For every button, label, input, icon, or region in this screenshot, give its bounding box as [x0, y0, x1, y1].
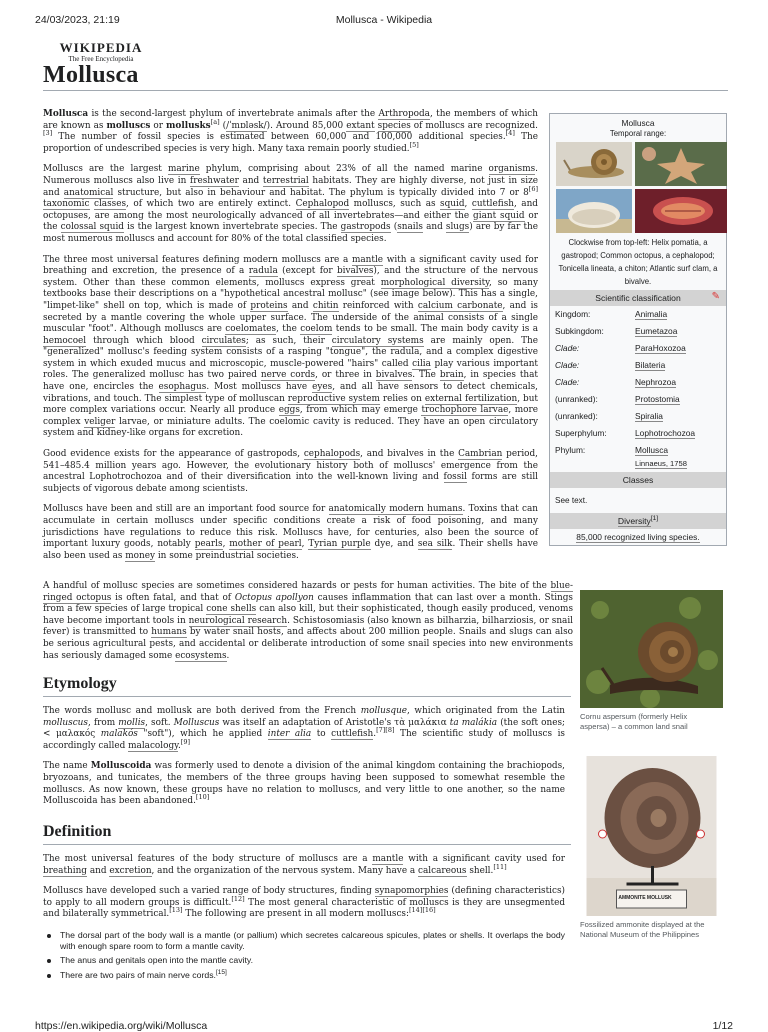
- rank-label: Phylum:: [555, 445, 586, 455]
- link-mantle-2[interactable]: mantle: [372, 854, 404, 864]
- link-bivalves-2[interactable]: bivalves: [375, 370, 413, 381]
- figure-ammonite: [580, 756, 710, 940]
- link-eggs[interactable]: eggs: [278, 405, 300, 416]
- clam-photo: [556, 189, 632, 233]
- print-url: https://en.wikipedia.org/wiki/Mollusca: [35, 1020, 208, 1032]
- link-arthropoda[interactable]: Arthropoda: [378, 109, 430, 119]
- link-excretion[interactable]: excretion: [109, 865, 152, 876]
- figure-snail: [580, 590, 710, 732]
- link-classes[interactable]: classes: [94, 199, 127, 210]
- taxobox-image-grid[interactable]: [556, 142, 722, 233]
- taxobox-caption: Clockwise from top-left: Helix pomatia, a gastropod; Common octopus, a cephalopod; Tonicella lineata, a chiton; Atlantic surf clam, a bivalve.: [558, 238, 718, 286]
- link-nerve-cords[interactable]: nerve cords: [260, 370, 316, 381]
- diversity-value-link[interactable]: 85,000 recognized living species.: [576, 532, 700, 542]
- link-squid[interactable]: squid: [440, 199, 465, 210]
- rank-label: (unranked):: [555, 394, 598, 404]
- rank-label: Clade:: [555, 343, 580, 353]
- list-item: [43, 955, 565, 966]
- link-radula[interactable]: radula: [248, 266, 278, 277]
- link-circulates[interactable]: circulates: [201, 335, 246, 346]
- lead-paragraph-1: Mollusca is the second-largest phylum of invertebrate animals after the Arthropoda, the members of which are known as molluscs or mollusks[a] (/ˈmɒləsk/). Around 85,000 extant species of molluscs are recognized.[3] The number of fossil species is estimated between 60,000 and 100,000 additional species.[4] The proportion of undescribed species is very high. Many taxa remain poorly studied.[5]: [43, 109, 538, 154]
- link-cilia[interactable]: cilia: [412, 358, 431, 369]
- list-item: [43, 970, 565, 981]
- taxobox-title: Mollusca: [621, 118, 655, 128]
- definition-divider: [43, 844, 571, 845]
- link-coelomates[interactable]: coelomates: [225, 324, 277, 335]
- diversity-link[interactable]: Diversity: [617, 516, 651, 526]
- link-trochophore[interactable]: trochophore larvae: [421, 405, 509, 416]
- classification-row: [550, 408, 726, 425]
- taxon-link[interactable]: Bilateria: [635, 360, 666, 370]
- link-tyrian-purple[interactable]: Tyrian purple: [308, 539, 371, 550]
- lead-paragraph-5: Molluscs have been and still are an important food source for anatomically modern humans. Toxins that can accumulate in certain molluscs under specific conditions create a risk of food poisoning, and many jurisdictions have regulations to reduce this risk. Molluscs have, for centuries, also been the source of important luxury goods, notably pearls, mother of pearl, Tyrian purple dye, and sea silk. Their shells have also been used as money in some preindustrial societies.: [43, 504, 538, 561]
- logo-tagline: The Free Encyclopedia: [68, 55, 134, 63]
- definition-paragraph-1: The most universal features of the body structure of molluscs are a mantle with a significant cavity used for breathing and excretion, and the organization of the nervous system. Many have a calcareous shell.[11]: [43, 854, 566, 876]
- link-pearls[interactable]: pearls: [194, 539, 223, 550]
- classification-row: [550, 442, 726, 472]
- taxon-cell: [630, 442, 726, 472]
- taxon-link[interactable]: Lophotrochozoa: [635, 428, 696, 438]
- starfish-photo: [635, 142, 727, 186]
- link-slugs[interactable]: slugs: [445, 222, 470, 233]
- link-calcium-carbonate[interactable]: calcium carbonate: [417, 300, 503, 311]
- classification-row: [550, 340, 726, 357]
- section-heading-definition: Definition: [43, 823, 112, 840]
- link-cephalopod[interactable]: Cephalopod: [295, 199, 350, 210]
- taxon-link[interactable]: Mollusca: [635, 445, 669, 455]
- link-organisms[interactable]: organisms: [488, 164, 536, 175]
- pronunciation-link[interactable]: /ˈmɒləsk/: [226, 120, 267, 131]
- characteristics-list: [43, 930, 565, 981]
- classification-row: [550, 323, 726, 340]
- link-gastropods[interactable]: gastropods: [340, 222, 391, 233]
- title-divider: [43, 90, 728, 91]
- figure-snail-caption: Cornu aspersum (formerly Helix aspersa) – a common land snail: [580, 712, 688, 731]
- link-anatomical[interactable]: anatomical: [63, 187, 114, 198]
- link-chitin[interactable]: chitin: [312, 300, 339, 311]
- article-lead: [43, 109, 538, 571]
- classification-table: [550, 306, 726, 472]
- citation-ref[interactable]: [1]: [650, 515, 659, 523]
- etymology-paragraph-2: The name Molluscoida was formerly used to denote a division of the animal kingdom containing the brachiopods, bryozoans, and tunicates, the members of the three groups having been supposed to somewhat resemble the molluscs. As now known, these groups have no relation to molluscs, and very little to one another, so the name Molluscoida has been abandoned.[10]: [43, 761, 565, 807]
- link-external-fertilization[interactable]: external fertilization: [424, 393, 518, 404]
- taxon-link[interactable]: Eumetazoa: [635, 326, 678, 336]
- link-taxonomic[interactable]: taxonomic: [43, 199, 90, 210]
- definition-section: [43, 854, 565, 984]
- chiton-photo: [635, 189, 727, 233]
- classification-row: [550, 391, 726, 408]
- link-cephalopods[interactable]: cephalopods: [303, 449, 361, 460]
- print-page-number: 1/12: [712, 1020, 733, 1032]
- taxon-link[interactable]: Spiralia: [635, 411, 663, 421]
- link-modern-humans[interactable]: anatomically modern humans: [328, 504, 463, 515]
- taxon-cell: [630, 374, 726, 391]
- link-colossal-squid[interactable]: colossal squid: [60, 222, 124, 233]
- link-proteins[interactable]: proteins: [250, 300, 288, 311]
- land-snail-image[interactable]: [580, 590, 723, 708]
- lead-paragraph-2: Molluscs are the largest marine phylum, comprising about 23% of all the named marine organisms. Numerous molluscs also live in freshwater and terrestrial habitats. They are highly diverse, not just in size and anatomical structure, but also in behaviour and habitat. The phylum is typically divided into 7 or 8[6] taxonomic classes, of which two are entirely extinct. Cephalopod molluscs, such as squid, cuttlefish, and octopuses, are among the most neurologically advanced of all invertebrates—and either the giant squid or the colossal squid is the largest known invertebrate species. The gastropods (snails and slugs) are by far the most numerous molluscs and account for 80% of the total classified species.: [43, 164, 538, 244]
- link-synapomorphies[interactable]: synapomorphies: [374, 886, 449, 897]
- link-blue-ringed-octopus[interactable]: blue-ringed octopus: [43, 581, 573, 603]
- link-fossil[interactable]: fossil: [443, 472, 467, 483]
- link-malacology[interactable]: malacology: [128, 740, 178, 751]
- link-eyes[interactable]: eyes: [312, 382, 333, 393]
- link-freshwater[interactable]: freshwater: [189, 175, 239, 186]
- classification-row: [550, 357, 726, 374]
- classes-header: Classes: [550, 472, 726, 488]
- lead-paragraph-6-block: [43, 581, 573, 671]
- lead-paragraph-3: The three most universal features defining modern molluscs are a mantle with a significant cavity used for breathing and excretion, the presence of a radula (except for bivalves), and the structure of the nervous system. Other than these common elements, molluscs express great morphological diversity, so many textbooks base their descriptions on a "hypothetical ancestral mollusc" (see image below). This has a single, "limpet-like" shell on top, which is made of proteins and chitin reinforced with calcium carbonate, and is secreted by a mantle covering the whole upper surface. The underside of the animal consists of a single muscular "foot". Although molluscs are coelomates, the coelom tends to be small. The main body cavity is a hemocoel through which blood circulates; as such, their circulatory systems are mainly open. The "generalized" mollusc's feeding system consists of a rasping "tongue", the radula, and a complex digestive system in which exuded mucus and microscopic, muscle-powered "hairs" called cilia play various important roles. The generalized mollusc has two paired nerve cords, or three in bivalves. The brain, in species that have one, encircles the esophagus. Most molluscs have eyes, and all have sensors to detect chemicals, vibrations, and touch. The simplest type of molluscan reproductive system relies on external fertilization, but more complex variations occur. Nearly all produce eggs, from which may emerge trochophore larvae, more complex veliger larvae, or miniature adults. The coelomic cavity is reduced. They have an open circulatory system and kidney-like organs for excretion.: [43, 254, 539, 439]
- link-money[interactable]: money: [125, 550, 156, 561]
- etymology-divider: [43, 696, 571, 697]
- temporal-range: Temporal range:: [609, 129, 667, 138]
- list-item-text: The anus and genitals open into the mantle cavity.: [60, 955, 254, 966]
- logo-wordmark: WIKIPEDIA: [59, 40, 143, 55]
- link-ecosystems[interactable]: ecosystems: [175, 650, 227, 661]
- link-giant-squid[interactable]: giant squid: [473, 210, 525, 221]
- link-sea-silk[interactable]: sea silk: [417, 539, 453, 550]
- pencil-icon[interactable]: ✎: [711, 291, 720, 302]
- link-esophagus[interactable]: esophagus: [158, 382, 207, 393]
- link-reproductive-system[interactable]: reproductive system: [287, 393, 380, 404]
- diversity-value: [550, 529, 726, 545]
- snail-photo: [556, 142, 632, 186]
- taxon-link[interactable]: Nephrozoa: [635, 377, 676, 387]
- page-title: Mollusca: [43, 62, 139, 88]
- rank-label: (unranked):: [555, 411, 598, 421]
- lead-paragraph-6: A handful of mollusc species are sometimes considered hazards or pests for human activities. The bite of the blue-ringed octopus is often fatal, and that of Octopus apollyon causes inflammation that can last over a month. Stings from a few species of large tropical cone shells can also kill, but their sophisticated, though easily produced, venoms have become important tools in neurological research. Schistosomiasis (also known as bilharzia, bilharziosis, or snail fever) is transmitted to humans by water snail hosts, and affects about 200 million people. Snails and slugs can also be serious agricultural pests, and accidental or deliberate introduction of some snail species into new environments has seriously damaged some ecosystems.: [43, 581, 573, 661]
- link-coelom[interactable]: coelom: [300, 324, 333, 335]
- link-cambrian[interactable]: Cambrian: [458, 449, 503, 460]
- lead-paragraph-4: Good evidence exists for the appearance of gastropods, cephalopods, and bivalves in the Cambrian period, 541–485.4 million years ago. However, the evolutionary history both of molluscs' emergence from the ancestral Lophotrochozoa and of their diversification into the well-known living and fossil forms are still subjects of vigorous debate among scientists.: [43, 449, 539, 494]
- rank-label: Clade:: [555, 377, 580, 387]
- list-item-text: There are two pairs of main nerve cords.: [60, 969, 216, 980]
- sci-classification-label[interactable]: Scientific classification: [595, 293, 681, 303]
- link-breathing[interactable]: breathing: [43, 865, 87, 876]
- link-species[interactable]: species: [377, 120, 411, 131]
- classification-row: [550, 374, 726, 391]
- taxon-cell: [630, 408, 726, 425]
- taxon-cell: [630, 340, 726, 357]
- wikipedia-logo[interactable]: [56, 40, 146, 63]
- rank-label: Subkingdom:: [555, 326, 604, 336]
- section-heading-etymology: Etymology: [43, 675, 117, 692]
- link-cuttlefish[interactable]: cuttlefish: [471, 199, 514, 210]
- link-morphological-diversity[interactable]: morphological diversity: [380, 277, 490, 288]
- definition-paragraph-2: Molluscs have developed such a varied range of body structures, finding synapomorphies (defining characteristics) to apply to all modern groups is difficult.[12] The most general characteristic of molluscs is they are unsegmented and bilaterally symmetrical.[13] The following are present in all modern molluscs:[14][16]: [43, 886, 566, 920]
- link-brain[interactable]: brain: [439, 370, 464, 381]
- taxon-authority[interactable]: Linnaeus, 1758: [635, 459, 687, 468]
- link-veliger[interactable]: veliger: [84, 416, 116, 427]
- taxon-cell: [630, 323, 726, 340]
- link-bivalves[interactable]: bivalves: [336, 266, 374, 277]
- taxon-link[interactable]: Protostomia: [635, 394, 680, 404]
- taxon-cell: [630, 357, 726, 374]
- rank-label: Kingdom:: [555, 309, 591, 319]
- link-mollis[interactable]: mollis: [118, 717, 146, 728]
- taxobox: [549, 113, 727, 546]
- taxon-link[interactable]: Animalia: [635, 309, 668, 319]
- link-inter-alia[interactable]: inter alia: [267, 729, 312, 740]
- diversity-header: [550, 513, 726, 529]
- link-humans[interactable]: humans: [151, 627, 187, 638]
- etymology-paragraph-1: The words mollusc and mollusk are both derived from the French mollusque, which originated from the Latin molluscus, from mollis, soft. Molluscus was itself an adaptation of Aristotle's τὰ μαλάκια ta malákia (the soft ones; < μαλακός malakós "soft"), which he applied inter alia to cuttlefish.[7][8] The scientific study of molluscs is accordingly called malacology.[9]: [43, 706, 566, 751]
- taxon-cell: [630, 391, 726, 408]
- link-calcareous[interactable]: calcareous: [418, 865, 467, 876]
- figure-ammonite-caption: Fossilized ammonite displayed at the National Museum of the Philippines: [580, 920, 705, 939]
- rank-label: Clade:: [555, 360, 580, 370]
- taxon-cell: [630, 306, 726, 323]
- link-terrestrial[interactable]: terrestrial: [262, 175, 309, 186]
- ammonite-plaque-text: AMMONITE MOLLUSK: [618, 895, 672, 901]
- sci-classification-header: [550, 290, 726, 306]
- link-cone-shells[interactable]: cone shells: [206, 604, 257, 615]
- link-mother-of-pearl[interactable]: mother of pearl: [229, 539, 302, 550]
- link-hemocoel[interactable]: hemocoel: [43, 335, 87, 346]
- link-circulatory-systems[interactable]: circulatory systems: [331, 335, 424, 346]
- link-snails[interactable]: snails: [397, 222, 423, 233]
- list-item-text: The dorsal part of the body wall is a mantle (or pallium) which secretes calcareous spicules, plates or shells. It overlaps the body with enough spare room to form a mantle cavity.: [60, 929, 565, 952]
- link-marine[interactable]: marine: [167, 164, 200, 175]
- link-neurological-research[interactable]: neurological research: [188, 615, 288, 626]
- classification-row: [550, 306, 726, 323]
- ammonite-image[interactable]: [580, 756, 723, 916]
- etymology-section: [43, 706, 565, 817]
- link-mantle[interactable]: mantle: [351, 254, 384, 265]
- print-page-title: Mollusca - Wikipedia: [335, 14, 433, 26]
- citation-ref[interactable]: [15]: [215, 968, 227, 976]
- taxon-cell: [630, 425, 726, 442]
- link-extant[interactable]: extant: [346, 120, 375, 131]
- classification-row: [550, 425, 726, 442]
- print-datetime: 24/03/2023, 21:19: [35, 14, 120, 26]
- link-cuttlefish-2[interactable]: cuttlefish: [331, 729, 374, 740]
- list-item: [43, 930, 565, 952]
- rank-label: Superphylum:: [555, 428, 607, 438]
- taxon-link[interactable]: ParaHoxozoa: [635, 343, 686, 353]
- classes-note: See text.: [555, 496, 588, 505]
